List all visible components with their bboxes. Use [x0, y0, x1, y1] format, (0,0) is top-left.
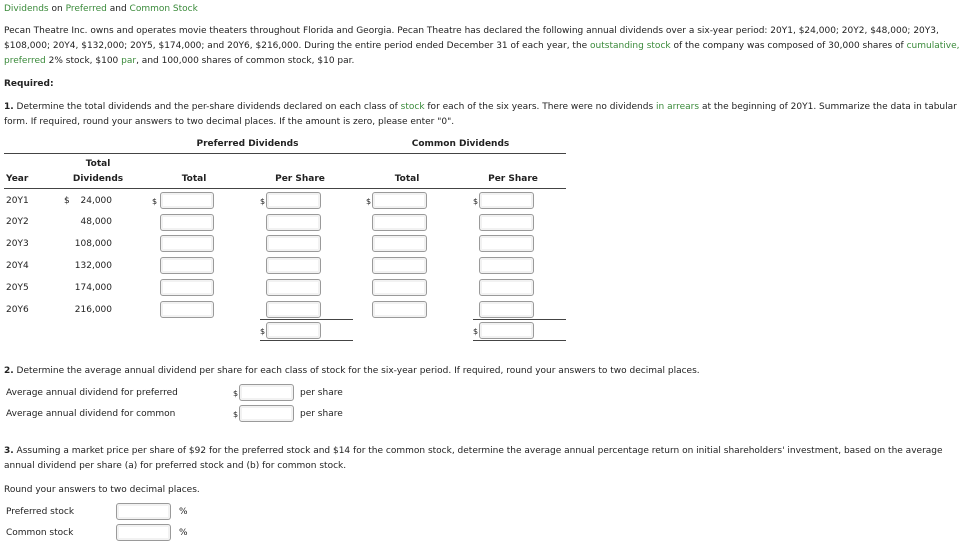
title-text: on: [48, 4, 66, 14]
preferred-return-input[interactable]: [116, 503, 171, 520]
question-text: for each of the six years. There were no dividends: [424, 102, 656, 112]
problem-text: , and 100,000 shares of common stock, $10 par.: [136, 56, 355, 66]
row-dollar-sign: $: [64, 196, 70, 206]
common-per-share-input-20y4[interactable]: [479, 257, 534, 274]
title-link-preferred[interactable]: Preferred: [65, 4, 107, 14]
link-outstanding-stock[interactable]: outstanding stock: [590, 41, 671, 51]
link-cumulative-preferred[interactable]: cumulative, preferred: [4, 41, 960, 66]
dollar-sign: $: [260, 197, 266, 206]
pref-per-share-input-20y1[interactable]: [266, 192, 321, 209]
row-total-dividends: 108,000: [74, 239, 112, 249]
common-per-share-input-20y6[interactable]: [479, 301, 534, 318]
question-1: [4, 100, 970, 130]
problem-text: Pecan Theatre Inc. owns and operates movie theaters throughout Florida and Georgia. Pecan Theatre has declared the following annual dividends over a six-year period: 20Y1, $24,000; 20Y2, $48,000; 20Y3, $108,000; 20Y4, $132,000; 20Y5, $174,000; and 20Y6, $216,000. During the entire period ended December 31 of each year, the: [4, 26, 939, 51]
pref-total-input-20y4[interactable]: [160, 257, 214, 274]
row-total-dividends: 48,000: [80, 217, 112, 227]
header-year: Year: [6, 174, 29, 184]
double-rule-pref: [260, 340, 353, 341]
pref-per-share-input-20y5[interactable]: [266, 279, 321, 296]
common-total-input-20y1[interactable]: [372, 192, 427, 209]
problem-text: of the company was composed of 30,000 shares of: [670, 41, 907, 51]
problem-text: 2% stock, $100: [45, 56, 122, 66]
question-text: Determine the total dividends and the per-share dividends declared on each class of: [13, 102, 401, 112]
header-dividends: Dividends: [72, 174, 124, 184]
link-stock[interactable]: stock: [400, 102, 425, 112]
header-common-total: Total: [394, 174, 420, 184]
common-total-input-20y5[interactable]: [372, 279, 427, 296]
common-per-share-total-input[interactable]: [479, 322, 534, 339]
avg-common-dividend-input[interactable]: [239, 405, 294, 422]
pref-per-share-input-20y4[interactable]: [266, 257, 321, 274]
row-year: 20Y6: [6, 305, 29, 315]
dollar-sign: $: [260, 327, 266, 336]
row-total-dividends: 24,000: [80, 196, 112, 206]
header-rule-top: [4, 153, 566, 154]
pref-total-input-20y3[interactable]: [160, 235, 214, 252]
question-number: 2.: [4, 366, 14, 376]
header-pref-total: Total: [181, 174, 207, 184]
common-per-share-input-20y2[interactable]: [479, 214, 534, 231]
pref-total-input-20y1[interactable]: [160, 192, 214, 209]
per-share-unit: per share: [300, 388, 343, 398]
problem-statement: [4, 24, 970, 69]
row-total-dividends: 216,000: [74, 305, 112, 315]
pref-per-share-input-20y2[interactable]: [266, 214, 321, 231]
required-label: Required:: [4, 79, 54, 89]
title-text: and: [106, 4, 130, 14]
dollar-sign: $: [233, 389, 239, 398]
dollar-sign: $: [473, 197, 479, 206]
group-header-common: Common Dividends: [411, 139, 510, 149]
common-stock-label: Common stock: [6, 528, 74, 538]
total-rule-common: [473, 319, 566, 320]
percent-unit: %: [179, 507, 188, 517]
common-per-share-input-20y5[interactable]: [479, 279, 534, 296]
pref-per-share-total-input[interactable]: [266, 322, 321, 339]
common-total-input-20y3[interactable]: [372, 235, 427, 252]
pref-total-input-20y6[interactable]: [160, 301, 214, 318]
question-3: [4, 444, 970, 474]
link-par[interactable]: par: [121, 56, 137, 66]
title-link-common-stock[interactable]: Common Stock: [129, 4, 198, 14]
question-text: at the beginning of 20Y1. Summarize the data in tabular form. If required, round your answers to two decimal places. If the amount is zero, please enter "0".: [4, 102, 957, 127]
pref-per-share-input-20y6[interactable]: [266, 301, 321, 318]
header-rule-bottom: [4, 188, 566, 189]
common-total-input-20y2[interactable]: [372, 214, 427, 231]
dollar-sign: $: [473, 327, 479, 336]
preferred-stock-label: Preferred stock: [6, 507, 75, 517]
header-pref-per-share: Per Share: [275, 174, 325, 184]
page-title: [4, 4, 198, 14]
common-return-input[interactable]: [116, 524, 171, 541]
group-header-preferred: Preferred Dividends: [196, 139, 299, 149]
question-text: Assuming a market price per share of $92 for the preferred stock and $14 for the common stock, determine the average annual percentage return on initial shareholders' investment, based on the average annual dividend per share (a) for preferred stock and (b) for common stock.: [4, 446, 943, 471]
avg-common-label: Average annual dividend for common: [6, 409, 176, 419]
title-link-dividends[interactable]: Dividends: [4, 4, 49, 14]
percent-unit: %: [179, 528, 188, 538]
round-note: Round your answers to two decimal places.: [4, 485, 200, 495]
row-total-dividends: 132,000: [74, 261, 112, 271]
question-number: 1.: [4, 102, 14, 112]
per-share-unit: per share: [300, 409, 343, 419]
header-total: Total: [85, 159, 111, 169]
header-common-per-share: Per Share: [488, 174, 538, 184]
row-year: 20Y3: [6, 239, 29, 249]
avg-pref-label: Average annual dividend for preferred: [6, 388, 178, 398]
dollar-sign: $: [366, 197, 372, 206]
question-2: [4, 364, 970, 379]
pref-total-input-20y5[interactable]: [160, 279, 214, 296]
double-rule-common: [473, 340, 566, 341]
common-per-share-input-20y3[interactable]: [479, 235, 534, 252]
question-number: 3.: [4, 446, 14, 456]
row-year: 20Y4: [6, 261, 29, 271]
common-total-input-20y4[interactable]: [372, 257, 427, 274]
total-rule-pref: [260, 319, 353, 320]
dollar-sign: $: [152, 197, 158, 206]
row-year: 20Y5: [6, 283, 29, 293]
question-text: Determine the average annual dividend per share for each class of stock for the six-year period. If required, round your answers to two decimal places.: [13, 366, 700, 376]
dollar-sign: $: [233, 410, 239, 419]
common-total-input-20y6[interactable]: [372, 301, 427, 318]
row-year: 20Y1: [6, 196, 29, 206]
row-year: 20Y2: [6, 217, 29, 227]
common-per-share-input-20y1[interactable]: [479, 192, 534, 209]
pref-per-share-input-20y3[interactable]: [266, 235, 321, 252]
pref-total-input-20y2[interactable]: [160, 214, 214, 231]
row-total-dividends: 174,000: [74, 283, 112, 293]
link-in-arrears[interactable]: in arrears: [656, 102, 700, 112]
avg-pref-dividend-input[interactable]: [239, 384, 294, 401]
